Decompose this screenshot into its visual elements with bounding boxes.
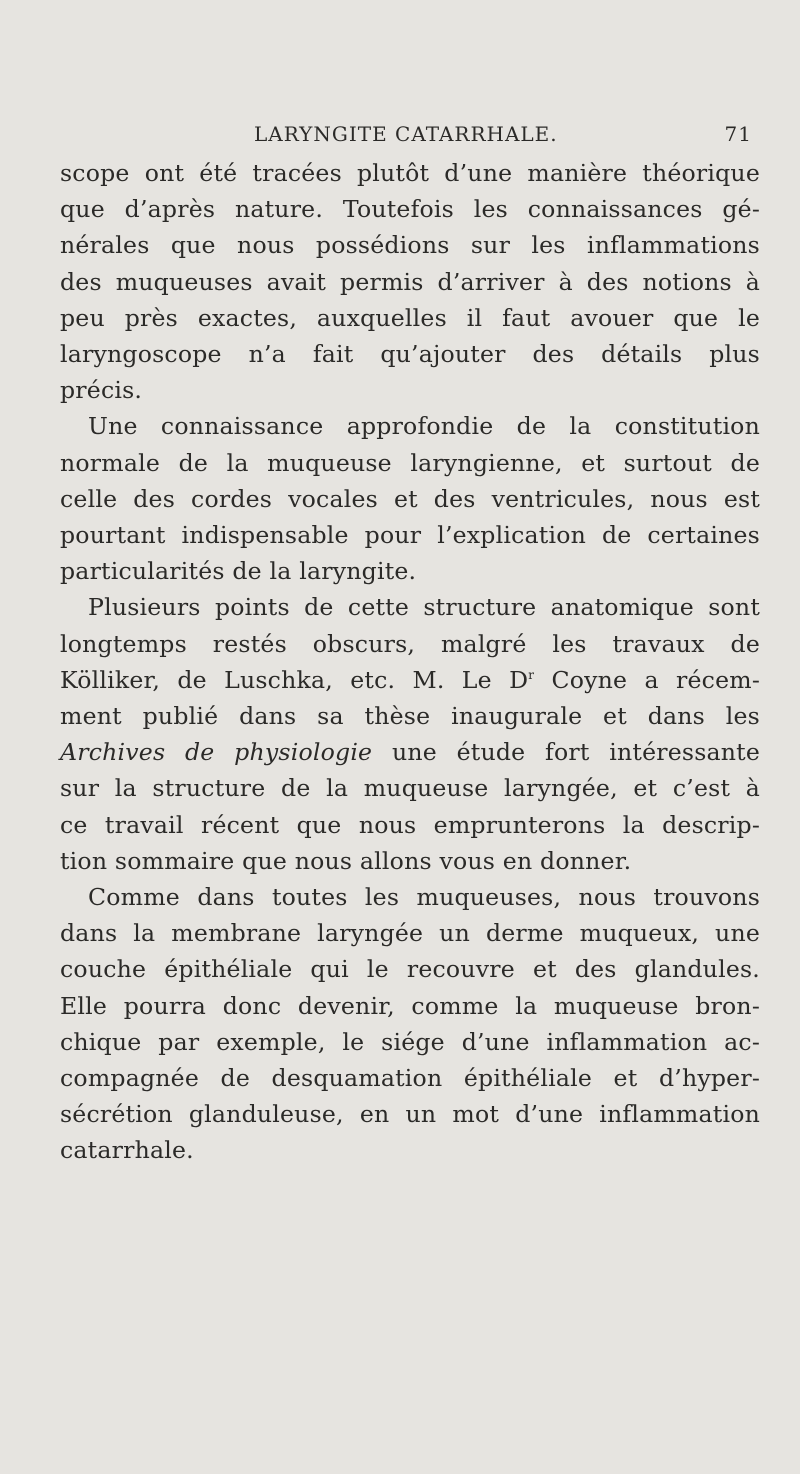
running-header — [60, 117, 760, 151]
text-line: peu près exactes, auxquelles il faut avouer que le — [60, 303, 760, 332]
text-line: Comme dans toutes les muqueuses, nous trouvons — [88, 883, 760, 912]
paragraph-3 — [60, 589, 760, 879]
text-line: scope ont été tracées plutôt d’une manière théorique — [60, 159, 760, 187]
text-line: particularités de la laryngite. — [60, 557, 417, 586]
text-line: laryngoscope n’a fait qu’ajouter des détails plus — [60, 340, 760, 369]
text-line — [60, 734, 760, 770]
paragraph-1 — [60, 155, 760, 408]
text-line: compagnée de desquamation épithéliale et d’hyper- — [60, 1064, 760, 1093]
text-line: longtemps restés obscurs, malgré les travaux de — [60, 629, 760, 658]
text-line: chique par exemple, le siége d’une inflammation ac- — [60, 1027, 760, 1056]
text-line: sur la structure de la muqueuse laryngée, et c’est à — [60, 774, 760, 803]
journal-title: Archives de physiologie — [60, 738, 373, 767]
text-line: des muqueuses avait permis d’arriver à des notions à — [60, 267, 760, 296]
text-line: pourtant indispensable pour l’explication de certaines — [60, 521, 760, 550]
text-line: nérales que nous possédions sur les inflammations — [60, 231, 760, 260]
text-line: Une connaissance approfondie de la constitution — [88, 412, 760, 441]
text-line: couche épithéliale qui le recouvre et des glandules. — [60, 955, 760, 984]
text-line: que d’après nature. Toutefois les connaissances gé- — [60, 195, 760, 224]
text-segment: Coyne a récem- — [534, 665, 761, 694]
text-line — [60, 662, 760, 698]
page-number: 71 — [724, 122, 752, 146]
text-line: normale de la muqueuse laryngienne, et surtout de — [60, 448, 760, 477]
text-line: précis. — [60, 376, 143, 405]
superscript: r — [528, 667, 535, 682]
text-line: ment publié dans sa thèse inaugurale et dans les — [60, 702, 760, 731]
text-line: sécrétion glanduleuse, en un mot d’une inflammation — [60, 1100, 760, 1129]
paragraph-2 — [60, 408, 760, 589]
text-line: ce travail récent que nous emprunterons la descrip- — [60, 810, 760, 839]
text-line: celle des cordes vocales et des ventricules, nous est — [60, 484, 760, 513]
paragraph-4 — [60, 879, 760, 1169]
text-line: Elle pourra donc devenir, comme la muqueuse bron- — [60, 991, 760, 1020]
text-line: Plusieurs points de cette structure anatomique sont — [88, 593, 760, 622]
text-segment: Kölliker, de Luschka, etc. M. Le D — [60, 665, 529, 694]
text-line: catarrhale. — [60, 1136, 194, 1165]
body-text — [60, 155, 760, 1169]
text-line: tion sommaire que nous allons vous en donner. — [60, 846, 632, 875]
text-line: dans la membrane laryngée un derme muqueux, une — [60, 919, 760, 948]
text-segment: une étude fort intéressante — [372, 738, 761, 767]
running-title: LARYNGITE CATARRHALE. — [254, 122, 558, 146]
